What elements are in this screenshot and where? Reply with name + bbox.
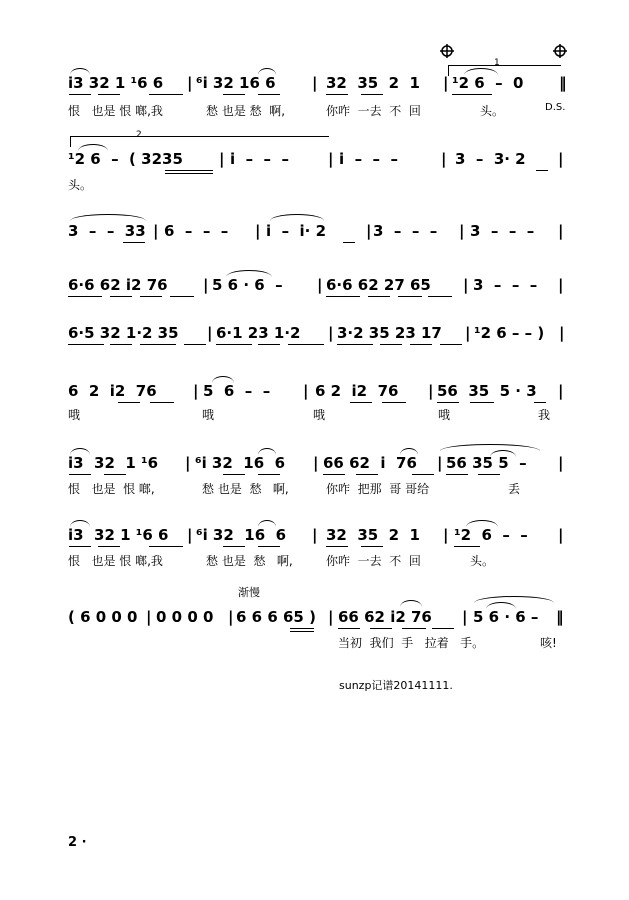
measure: 6 2 i2 76 bbox=[315, 382, 399, 400]
measure: 6·1 23 1·2 bbox=[216, 324, 301, 342]
lyric: 头。 bbox=[480, 104, 505, 118]
barline: | bbox=[328, 608, 334, 626]
lyric: 恨 也是 恨 啷, bbox=[68, 482, 155, 496]
notation-row bbox=[0, 150, 629, 174]
barline: | bbox=[559, 324, 565, 342]
tempo-marking: 渐慢 bbox=[238, 586, 260, 599]
notation-row bbox=[0, 74, 629, 98]
lyric: 愁 也是 愁 啊, bbox=[206, 554, 293, 568]
barline: | bbox=[558, 150, 564, 168]
measure: 32 35 2 1 bbox=[326, 526, 420, 544]
measure: ⁶i 32 16 6 bbox=[196, 74, 276, 92]
barline: | bbox=[255, 222, 261, 240]
measure: 6·5 32 1·2 35 bbox=[68, 324, 179, 342]
measure: 5 6 – – bbox=[203, 382, 271, 400]
measure: 66 62 i2 76 bbox=[338, 608, 432, 626]
barline: | bbox=[463, 276, 469, 294]
lyrics-row bbox=[0, 634, 629, 652]
barline: | bbox=[207, 324, 213, 342]
lyric: 你咋 一去 不 回 bbox=[326, 104, 421, 118]
measure: 3 – 3· 2 bbox=[455, 150, 526, 168]
measure: i – i· 2 bbox=[266, 222, 327, 240]
barline: | bbox=[428, 382, 434, 400]
volta-2 bbox=[70, 136, 329, 147]
barline: | bbox=[459, 222, 465, 240]
coda-sign-icon bbox=[440, 44, 454, 58]
measure: 32 35 2 1 bbox=[326, 74, 420, 92]
measure: 6 2 i2 76 bbox=[68, 382, 157, 400]
notation-row bbox=[0, 608, 629, 632]
measure: i3 32 1 ¹6 6 bbox=[68, 526, 169, 544]
measure: 3 – – – bbox=[373, 222, 438, 240]
barline: | bbox=[317, 276, 323, 294]
barline: | bbox=[219, 150, 225, 168]
notation-row bbox=[0, 454, 629, 478]
measure: i3 32 1 ¹6 6 bbox=[68, 74, 164, 92]
lyric: 恨 也是 恨 啷,我 bbox=[68, 104, 163, 118]
lyrics-row bbox=[0, 480, 629, 498]
lyric: 愁 也是 愁 啊, bbox=[202, 482, 289, 496]
lyric: 哦 bbox=[202, 408, 215, 422]
lyric: 头。 bbox=[470, 554, 495, 568]
lyric: 愁 也是 愁 啊, bbox=[206, 104, 286, 118]
lyric: 你咋 一去 不 回 bbox=[326, 554, 421, 568]
lyric: 我 bbox=[538, 408, 551, 422]
measure: ⁶i 32 16 6 bbox=[196, 526, 287, 544]
measure: 3 – – – bbox=[473, 276, 538, 294]
barline: | bbox=[185, 454, 191, 472]
barline: | bbox=[187, 526, 193, 544]
barline: | bbox=[187, 74, 193, 92]
measure: ¹2 6 – ( 3235 bbox=[68, 150, 183, 168]
barline: | bbox=[303, 382, 309, 400]
measure: 6·6 62 i2 76 bbox=[68, 276, 168, 294]
measure: 6 6 6 65 ) bbox=[236, 608, 316, 626]
measure: 5 6 · 6 – bbox=[473, 608, 539, 626]
measure: 56 35 5 · 3 bbox=[437, 382, 537, 400]
lyric: 你咋 把那 哥 哥给 bbox=[326, 482, 430, 496]
lyric: 当初 我们 手 拉着 手。 bbox=[338, 636, 485, 650]
barline: | bbox=[193, 382, 199, 400]
measure: i – – – bbox=[230, 150, 289, 168]
lyric: 哦 bbox=[438, 408, 451, 422]
barline: | bbox=[312, 526, 318, 544]
lyric: 丢 bbox=[508, 482, 521, 496]
measure: 6·6 62 27 65 bbox=[326, 276, 431, 294]
lyric: 哦 bbox=[68, 408, 81, 422]
barline: | bbox=[228, 608, 234, 626]
barline: | bbox=[312, 74, 318, 92]
measure: 66 62 i 76 bbox=[323, 454, 417, 472]
barline: | bbox=[313, 454, 319, 472]
measure: i – – – bbox=[339, 150, 398, 168]
barline: | bbox=[465, 324, 471, 342]
measure: 3 – – – bbox=[470, 222, 535, 240]
barline: | bbox=[328, 324, 334, 342]
measure: 3·2 35 23 17 bbox=[337, 324, 442, 342]
measure: i3 32 1 ¹6 bbox=[68, 454, 159, 472]
volta-2-number: 2 bbox=[136, 130, 142, 140]
barline: | bbox=[558, 276, 564, 294]
coda-sign-icon bbox=[553, 44, 567, 58]
final-barline: ‖ bbox=[559, 74, 567, 92]
notation-row bbox=[0, 526, 629, 550]
lyrics-row bbox=[0, 102, 629, 120]
ds-marking: D.S. bbox=[545, 102, 566, 113]
measure: 0 0 0 0 bbox=[156, 608, 214, 626]
barline: | bbox=[153, 222, 159, 240]
barline: | bbox=[203, 276, 209, 294]
barline: | bbox=[146, 608, 152, 626]
barline: | bbox=[558, 222, 564, 240]
lyric: 恨 也是 恨 啷,我 bbox=[68, 554, 163, 568]
barline: | bbox=[462, 608, 468, 626]
measure: 3 – – 33 bbox=[68, 222, 146, 240]
lyrics-row bbox=[0, 406, 629, 424]
measure: ⁶i 32 16 6 bbox=[195, 454, 286, 472]
barline: | bbox=[558, 382, 564, 400]
page-number: 2 · bbox=[68, 835, 87, 850]
final-barline: ‖ bbox=[556, 608, 564, 626]
measure: 56 35 5 – bbox=[446, 454, 527, 472]
volta-1-number: 1 bbox=[494, 58, 500, 68]
lyrics-row bbox=[0, 552, 629, 570]
transcriber-credit: sunzp记谱20141111. bbox=[339, 679, 453, 692]
lyric: 头。 bbox=[68, 178, 93, 192]
notation-row bbox=[0, 222, 629, 246]
measure: ¹2 6 – 0 bbox=[452, 74, 524, 92]
lyrics-row bbox=[0, 176, 629, 194]
barline: | bbox=[437, 454, 443, 472]
barline: | bbox=[443, 526, 449, 544]
barline: | bbox=[558, 454, 564, 472]
barline: | bbox=[441, 150, 447, 168]
measure: ( 6 0 0 0 bbox=[68, 608, 138, 626]
measure: ¹2 6 – – ) bbox=[474, 324, 545, 342]
barline: | bbox=[328, 150, 334, 168]
barline: | bbox=[366, 222, 372, 240]
barline: | bbox=[443, 74, 449, 92]
lyric: 哦 bbox=[313, 408, 326, 422]
lyric: 咳! bbox=[540, 636, 557, 650]
measure: 6 – – – bbox=[164, 222, 229, 240]
barline: | bbox=[558, 526, 564, 544]
measure: ¹2 6 – – bbox=[454, 526, 528, 544]
measure: 5 6 · 6 – bbox=[212, 276, 283, 294]
